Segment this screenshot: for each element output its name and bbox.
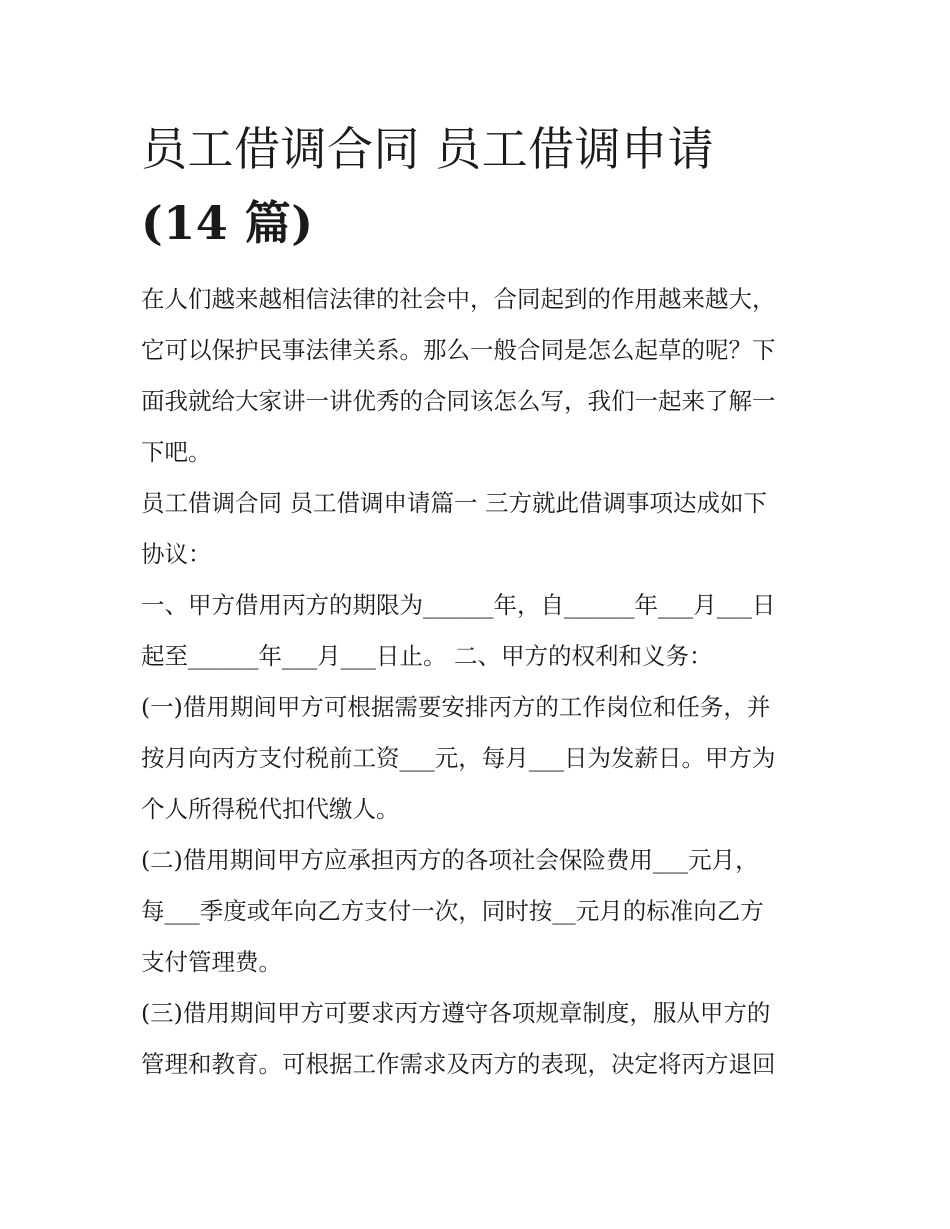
text-line: 下吧。 <box>141 438 212 466</box>
text-line: (二)借用期间甲方应承担丙方的各项社会保险费用___元月， <box>141 846 759 874</box>
paragraph-clause-2-2 <box>141 835 816 988</box>
document-body <box>141 112 816 1090</box>
paragraph-clause-2-3 <box>141 988 816 1090</box>
text-line: 起至______年___月___日止。 二、甲方的权利和义务： <box>141 642 713 670</box>
text-line: 协议： <box>141 540 212 568</box>
text-line: (三)借用期间甲方可要求丙方遵守各项规章制度，服从甲方的 <box>141 999 771 1027</box>
text-line: 管理和教育。可根据工作需求及丙方的表现，决定将丙方退回 <box>141 1050 776 1078</box>
text-line: 它可以保护民事法律关系。那么一般合同是怎么起草的呢？下 <box>141 336 776 364</box>
paragraph-clause-2-1 <box>141 682 816 835</box>
text-line: (一)借用期间甲方可根据需要安排丙方的工作岗位和任务，并 <box>141 693 771 721</box>
text-line: 员工借调合同 员工借调申请篇一 三方就此借调事项达成如下 <box>141 489 767 517</box>
paragraph-section-heading <box>141 478 816 580</box>
document-paragraphs <box>141 274 816 1090</box>
document-title <box>141 112 816 260</box>
paragraph-intro <box>141 274 816 478</box>
title-line: (14 篇) <box>141 196 314 250</box>
title-line: 员工借调合同 员工借调申请 <box>141 122 715 176</box>
text-line: 每___季度或年向乙方支付一次，同时按__元月的标准向乙方 <box>141 897 764 925</box>
text-line: 在人们越来越相信法律的社会中，合同起到的作用越来越大， <box>141 285 776 313</box>
paragraph-clause-1 <box>141 580 816 682</box>
text-line: 一、甲方借用丙方的期限为______年，自______年___月___日 <box>141 591 776 619</box>
text-line: 面我就给大家讲一讲优秀的合同该怎么写，我们一起来了解一 <box>141 387 776 415</box>
text-line: 个人所得税代扣代缴人。 <box>141 795 400 823</box>
text-line: 按月向丙方支付税前工资___元，每月___日为发薪日。甲方为 <box>141 744 776 772</box>
text-line: 支付管理费。 <box>141 948 282 976</box>
